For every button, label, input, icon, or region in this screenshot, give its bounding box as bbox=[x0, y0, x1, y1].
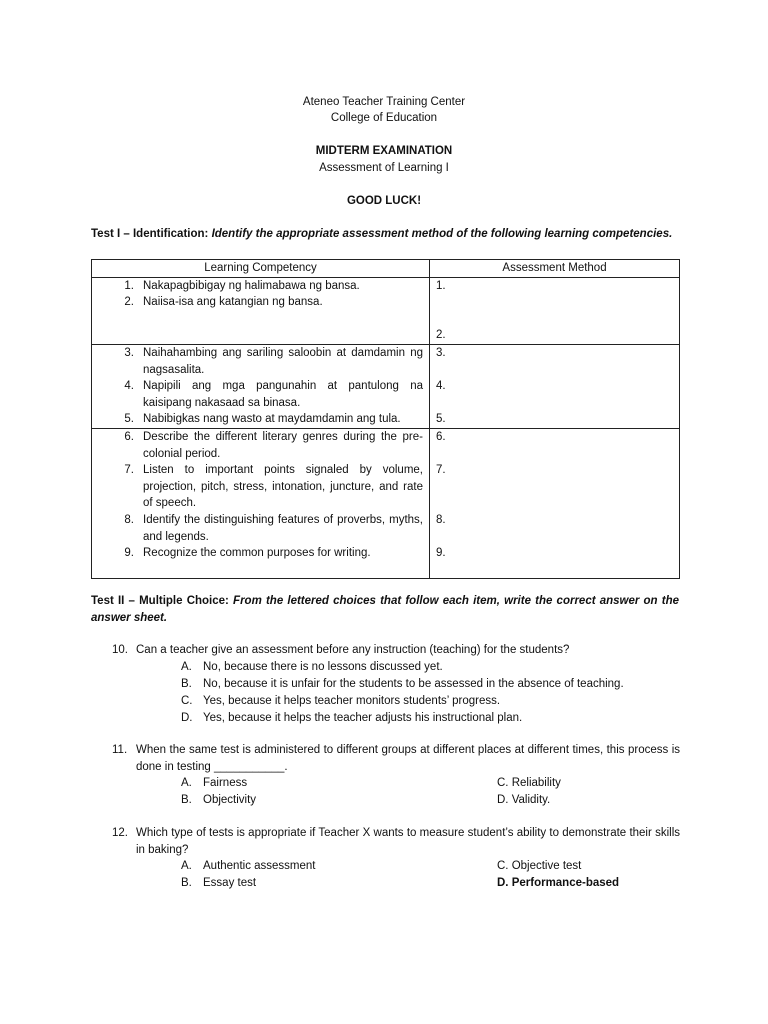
question-11: 11. When the same test is administered to different groups at different places at different times, this process is done in testing ___________. A. Fairness B. Objectivity C. Reliability D. Validity. bbox=[112, 742, 680, 775]
question-stem: Which type of tests is appropriate if Teacher X wants to measure student’s ability to demonstrate their skills in baking? bbox=[136, 827, 680, 856]
college-name: College of Education bbox=[330, 112, 438, 124]
list-item: 2. Naiisa-isa ang katangian ng bansa. bbox=[124, 296, 323, 309]
exam-title: MIDTERM EXAMINATION bbox=[315, 145, 453, 157]
test2-instruction: From the lettered choices that follow each item, write the correct answer on the answer sheet. bbox=[91, 595, 679, 624]
question-stem: Can a teacher give an assessment before any instruction (teaching) for the students? bbox=[136, 644, 570, 656]
table-row bbox=[92, 428, 680, 578]
institution-name: Ateneo Teacher Training Center bbox=[302, 96, 466, 108]
list-item: 7. Listen to important points signaled by volume, projection, pitch, stress, intonation, juncture, and rate of speech. bbox=[124, 464, 423, 510]
question-stem: When the same test is administered to different groups at different places at different times, this process is done in testing ___________. bbox=[136, 744, 680, 773]
list-item: 4. Napipili ang mga pangunahin at pantulong na kaisipang nakasaad sa binasa. bbox=[124, 380, 423, 409]
answer-cell: 6. 7. 8. 9. bbox=[430, 428, 680, 578]
test1-instruction: Identify the appropriate assessment method of the following learning competencies. bbox=[211, 228, 673, 240]
test1-label: Test I – Identification: bbox=[91, 228, 209, 240]
option-c: C. Reliability bbox=[497, 777, 561, 790]
good-luck: GOOD LUCK! bbox=[346, 195, 422, 207]
option-c: C. Objective test bbox=[497, 860, 582, 873]
test1-heading bbox=[91, 226, 691, 243]
col-header-method: Assessment Method bbox=[430, 260, 680, 278]
option-d-correct: D. Performance-based bbox=[497, 877, 620, 890]
answer-cell: 1. 2. bbox=[430, 277, 680, 344]
table-row bbox=[92, 277, 680, 344]
list-item: 1. Nakapagbibigay ng halimabawa ng bansa. bbox=[124, 279, 360, 292]
list-item: 6. Describe the different literary genres during the pre-colonial period. bbox=[124, 430, 423, 460]
subject-name: Assessment of Learning I bbox=[319, 162, 449, 174]
list-item: 9. Recognize the common purposes for writing. bbox=[124, 547, 371, 560]
competency-table bbox=[91, 259, 680, 579]
question-10: 10. Can a teacher give an assessment before any instruction (teaching) for the students? A. No, because there is no lessons discussed yet. B. No, because it is unfair for the students to be assessed in the absence of teaching. C. Yes, because it helps teacher monitors students’ progress. D. Yes, because it helps the teacher adjusts his instructional plan. bbox=[112, 642, 680, 659]
question-number: 10. bbox=[112, 644, 128, 656]
question-12: 12. Which type of tests is appropriate if Teacher X wants to measure student’s ability to demonstrate their skills in baking? A. Authentic assessment B. Essay test C. Objective test D. Performance-based bbox=[112, 825, 680, 858]
list-item: 3. Naihahambing ang sariling saloobin at damdamin ng nagsasalita. bbox=[124, 346, 423, 376]
test2-label: Test II – Multiple Choice: bbox=[91, 595, 229, 607]
question-number: 12. bbox=[112, 827, 128, 839]
col-header-competency: Learning Competency bbox=[92, 260, 430, 278]
test2-heading bbox=[91, 593, 679, 626]
table-row bbox=[92, 344, 680, 428]
question-number: 11. bbox=[112, 744, 128, 756]
list-item: 8. Identify the distinguishing features of proverbs, myths, and legends. bbox=[124, 513, 423, 543]
answer-cell: 3. 4. 5. bbox=[430, 344, 680, 428]
list-item: 5. Nabibigkas nang wasto at maydamdamin ang tula. bbox=[124, 413, 401, 426]
option-d: D. Validity. bbox=[497, 794, 551, 807]
